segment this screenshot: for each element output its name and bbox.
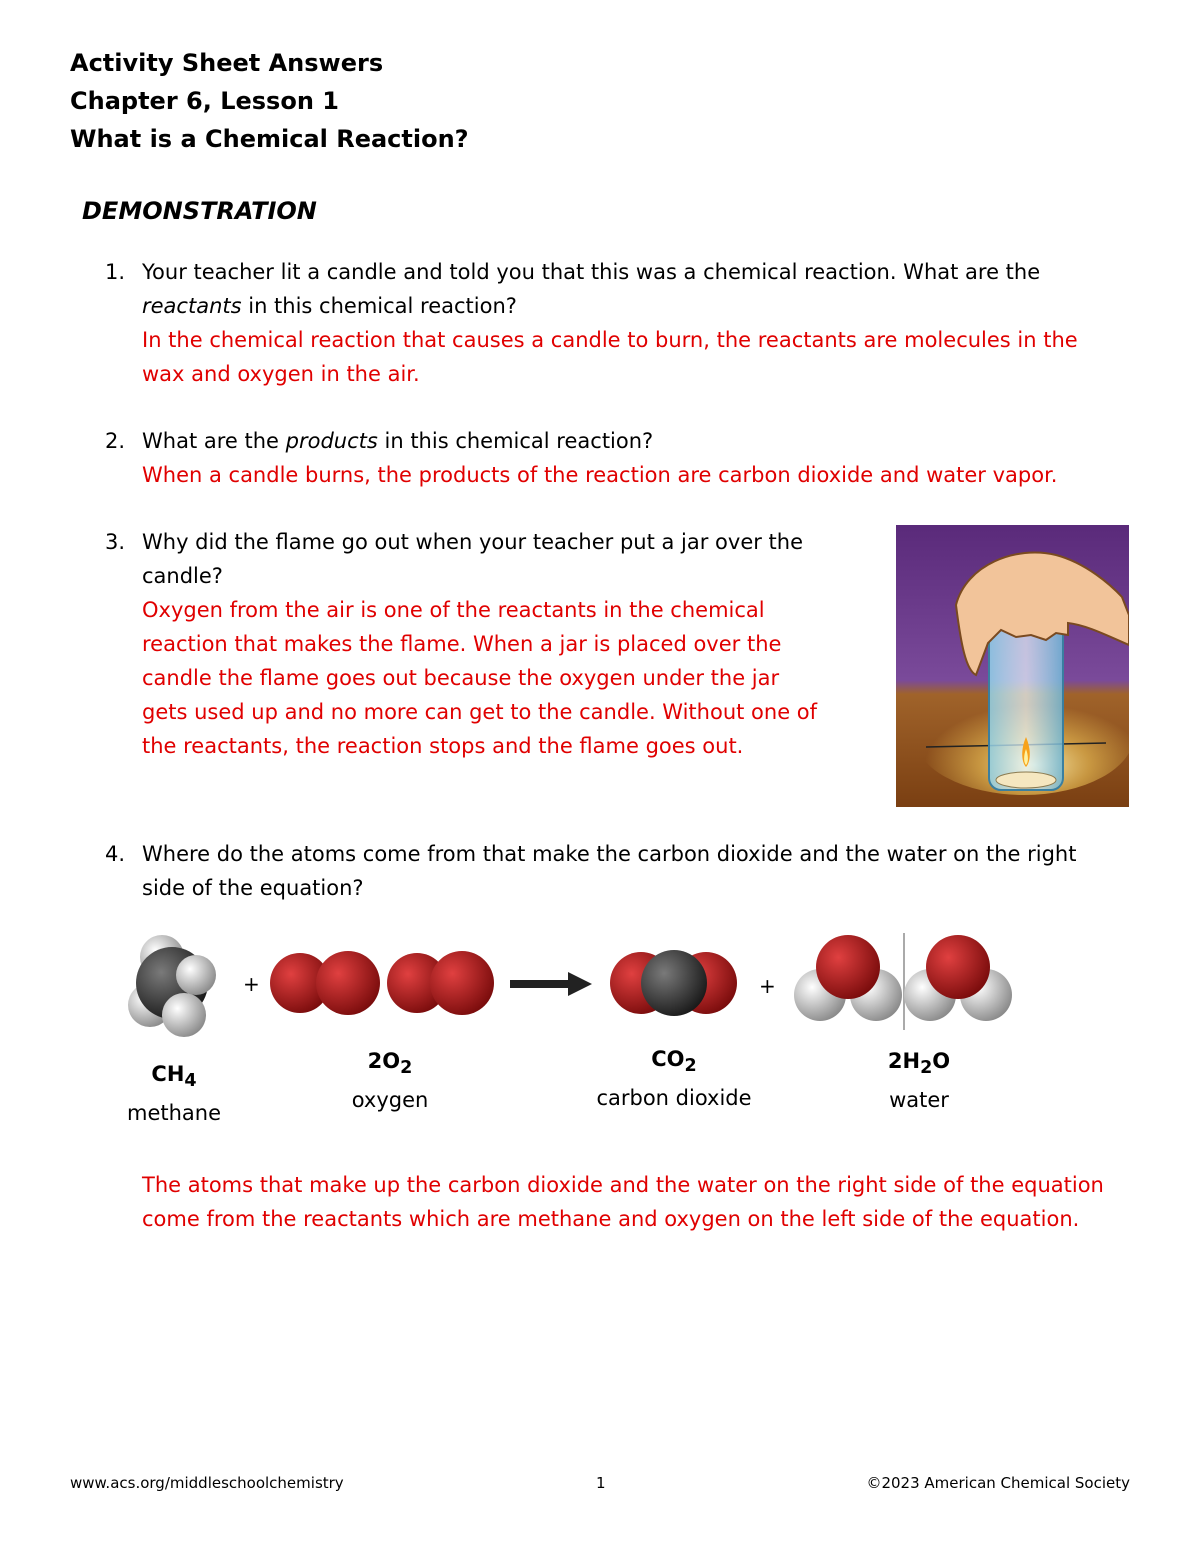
methane-formula [114, 1058, 234, 1097]
answer-text: In the chemical reaction that causes a candle to burn, the reactants are molecules in the wax and oxygen in the air. [142, 328, 1078, 386]
formula-subscript: 2 [684, 1056, 697, 1077]
lesson-title: What is a Chemical Reaction? [70, 125, 469, 153]
water-name: water [889, 1088, 949, 1113]
answer-text: When a candle burns, the products of the reaction are carbon dioxide and water vapor. [142, 463, 1058, 487]
carbon-dioxide-label [584, 1043, 764, 1114]
formula-text: 2H [887, 1049, 921, 1073]
answer-text: The atoms that make up the carbon dioxide and the water on the right side of the equation come from the reactants which are methane and oxygen on the left side of the equation. [142, 1173, 1104, 1231]
formula-text: CH [151, 1062, 185, 1086]
oxygen-molecule [387, 951, 494, 1015]
carbon-dioxide-molecule [610, 950, 737, 1016]
question-number: 2. [105, 429, 126, 453]
question-number: 3. [105, 530, 126, 554]
chapter-lesson: Chapter 6, Lesson 1 [70, 87, 339, 115]
plus-sign: + [759, 974, 776, 998]
sheet-title: Activity Sheet Answers [70, 49, 384, 77]
question-text-part: in this chemical reaction? [377, 429, 654, 453]
carbon-dioxide-formula [584, 1043, 764, 1082]
water-molecule [904, 935, 1012, 1021]
question-number: 1. [105, 260, 126, 284]
question-text-part: Your teacher lit a candle and told you that this was a chemical reaction. What are the [142, 260, 1041, 284]
reaction-equation-diagram [110, 925, 1030, 1045]
carbon-dioxide-name: carbon dioxide [596, 1086, 752, 1111]
oxygen-molecule [270, 951, 380, 1015]
water-formula [859, 1045, 979, 1084]
section-title: DEMONSTRATION [82, 197, 317, 225]
oxygen-name: oxygen [351, 1088, 429, 1113]
formula-subscript: 2 [920, 1058, 933, 1079]
question-text: Where do the atoms come from that make the carbon dioxide and the water on the right side of the equation? [142, 842, 1077, 900]
water-molecule [794, 935, 902, 1021]
candle-jar-illustration [896, 525, 1129, 807]
question-number: 4. [105, 842, 126, 866]
emphasis-term: products [285, 429, 378, 453]
methane-label [114, 1058, 234, 1129]
footer-url: www.acs.org/middleschoolchemistry [70, 1474, 344, 1492]
plus-sign: + [243, 972, 260, 996]
methane-name: methane [126, 1101, 222, 1126]
formula-text: CO [651, 1047, 685, 1071]
answer-text: Oxygen from the air is one of the reactants in the chemical reaction that makes the flame. When a jar is placed over the candle the flame goes out because the oxygen under the jar gets used up and no more can get to the candle. Without one of the reactants, the reaction stops and the flame goes out. [142, 598, 818, 758]
methane-molecule [128, 935, 216, 1037]
question-text [142, 424, 1115, 458]
footer-copyright: ©2023 American Chemical Society [866, 1474, 1130, 1492]
question-text [142, 255, 1115, 323]
oxygen-formula [330, 1045, 450, 1084]
formula-subscript: 4 [184, 1071, 197, 1092]
question-text-part: What are the [142, 429, 286, 453]
tealight-candle [996, 772, 1056, 788]
oxygen-label [330, 1045, 450, 1116]
question-text-part: in this chemical reaction? [241, 294, 517, 318]
reaction-arrow-icon [510, 972, 592, 996]
emphasis-term: reactants [142, 294, 242, 318]
formula-subscript: 2 [400, 1058, 413, 1079]
formula-text: 2O [367, 1049, 401, 1073]
formula-text: O [932, 1049, 951, 1073]
page-number: 1 [596, 1474, 606, 1492]
water-label [859, 1045, 979, 1116]
question-text: Why did the flame go out when your teacher put a jar over the candle? [142, 530, 804, 588]
